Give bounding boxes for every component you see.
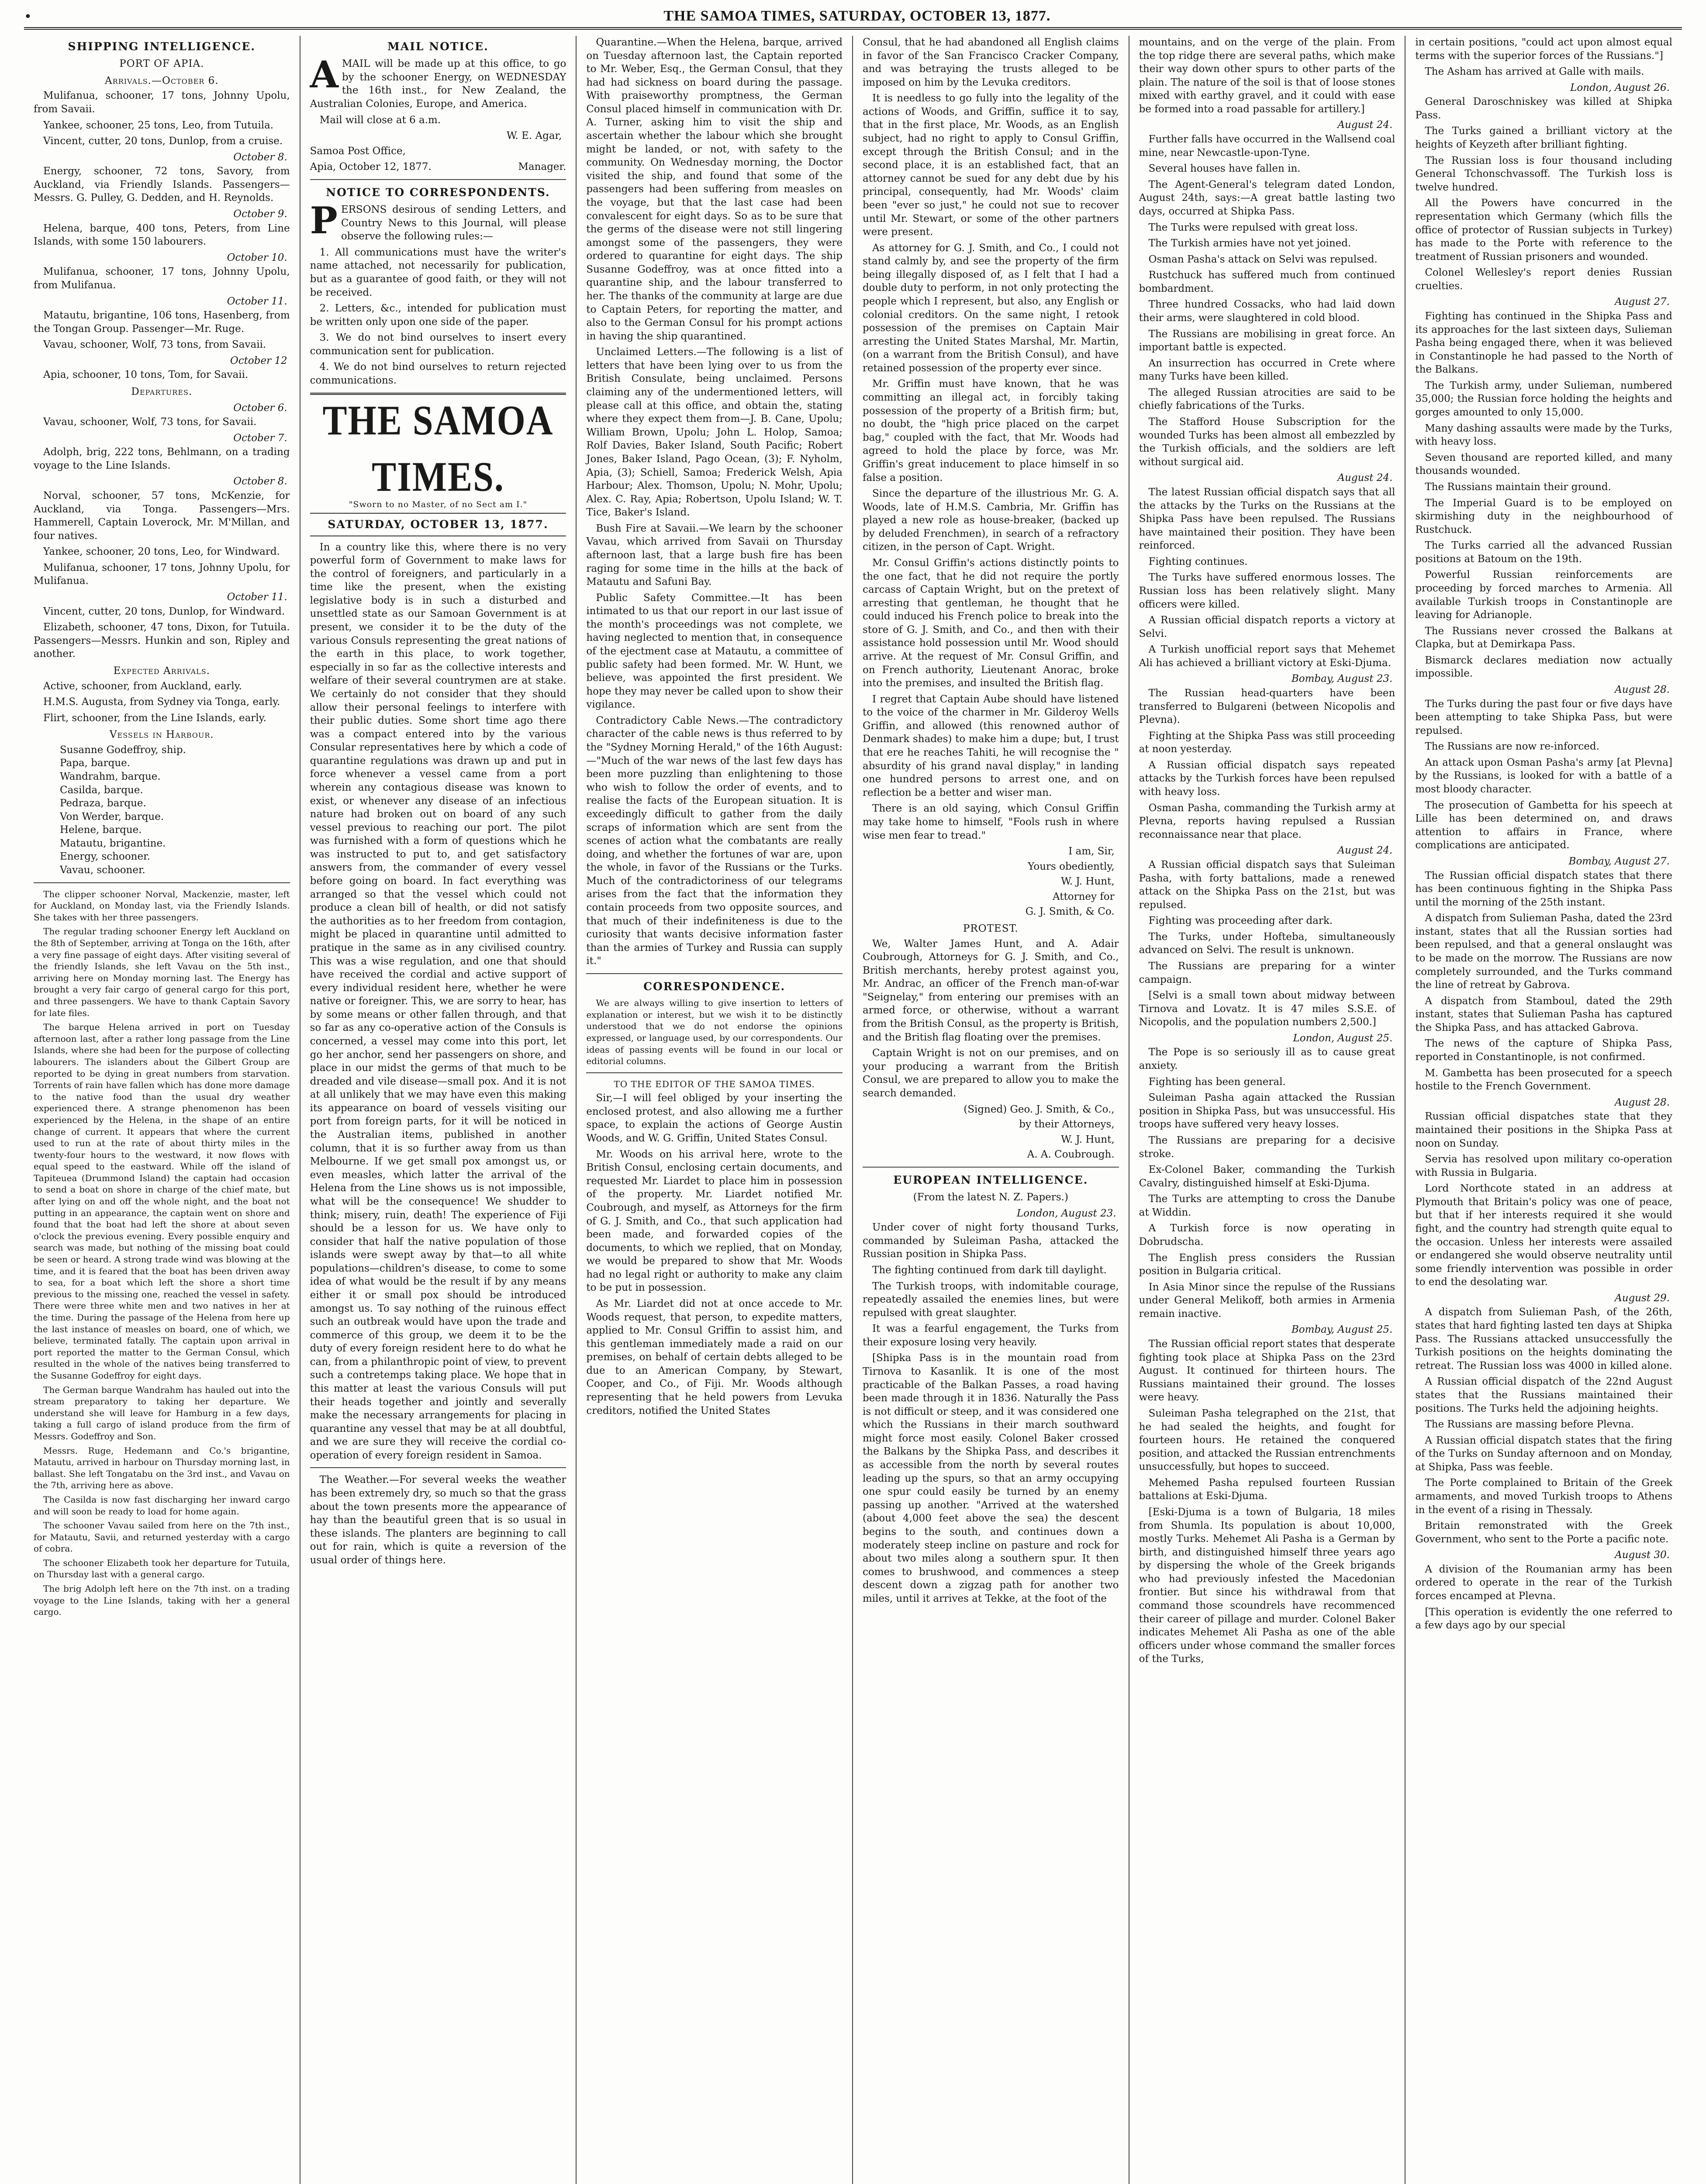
letter-paragraph: It is needless to go fully into the legality of the actions of Woods, and Griffin, suffice it to say, that in the first place, Mr. Woods, as an English subject, had no right to apply to Consul Griffin, except through the British Consul; and in the second place, it is an established fact, that an attorney cannot be sued for any debt due by his principal, consequently, had Mr. Woods' claim been "ever so just," he could not sue to recover until Mr. Stewart, or some of the other partners were present. [863,93,1119,238]
news-paragraph: A dispatch from Sulieman Pasha, dated the 23rd instant, states that all the Russian sorties had been repulsed, and that a general onslaught was to be made on the morrow. The Russians are now completely surrounded, and the Turks command the line of retreat by Gabrova. [1415,912,1672,991]
shipping-paragraph: Messrs. Ruge, Hedemann and Co.'s brigantine, Matautu, arrived in harbour on Thursday morning last, in ballast. She left Tongatabu on the 3rd inst., and Vavau on the 7th, arriving here as above. [34,1445,290,1491]
departure-entry: Norval, schooner, 57 tons, McKenzie, for Auckland, via Tonga. Passengers—Mrs. Hammerell, Captain Loverock, Mr. M'Millan, and four natives. [34,490,290,542]
news-paragraph: in certain positions, "could act upon almost equal terms with the superior forces of the Russians."] [1415,37,1672,62]
columns [24,36,1682,2184]
letter-closing: Yours obediently, [1028,860,1115,872]
mail-close: Mail will close at 6 a.m. [319,114,441,126]
departure-entry: Yankee, schooner, 20 tons, Leo, for Windward. [43,546,280,558]
expected-entry: Active, schooner, from Auckland, early. [43,680,242,692]
news-paragraph: The Turkish armies have not yet joined. [1148,238,1351,249]
mail-date: Apia, October 12, 1877. Manager. [310,161,566,173]
news-paragraph: A Russian official dispatch says repeated attacks by the Turkish forces have been repulsed with heavy loss. [1139,759,1395,798]
vessel-item: Casilda, barque. [60,784,143,796]
date-line: October 6. [233,402,287,414]
letter-paragraph: Mr. Consul Griffin's actions distinctly points to the one fact, that he did not require the portly carcass of Captain Wright, but on the pretext of arresting that gentleman, he thought that he could induced his French police to break into the store of G. J. Smith, and Co., and then with their assistance hold possession until Mr. Wood should arrive. At the request of Mr. Consul Griffin, and on French authority, Lieutenant Anorac, broke into the premises, and insulted the British flag. [863,557,1119,689]
vessel-item: Wandrahm, barque. [60,771,161,782]
quarantine-paragraph: Quarantine.—When the Helena, barque, arrived on Tuesday afternoon last, the Captain reported to Mr. Weber, Esq., the German Consul, that they had had sickness on board during the passage. With praiseworthy promptness, the German Consul placed himself in communication with Dr. A. Turner, asking him to visit the ship and ascertain whether the labour which she brought might be landed, or not, with safety to the community. On Wednesday morning, the Doctor visited the ship, and found that some of the passengers had been suffering from measles on the voyage, but that the last case had been convalescent for eight days. So as to be sure that the germs of the disease were not still lingering amongst some of the passengers, they were ordered to quarantine for eight days. The ship Susanne Godeffroy, was at once fitted into a quarantine ship, and the labour transferred to her. The thanks of the community at large are due to Captain Peters, for reporting the matter, and also to the German Consul for his prompt actions in having the ship quarantined. [586,37,843,342]
news-paragraph: The Turks, under Hofteba, simultaneously advanced on Selvi. The result is unknown. [1139,931,1395,956]
news-paragraph: A Turkish unofficial report says that Mehemet Ali has achieved a brilliant victory at Eski-Djuma. [1139,644,1395,669]
shipping-paragraph: The regular trading schooner Energy left Auckland on the 8th of September, arriving at Tonga on the 16th, after a very fine passage of eight days. After visiting several of the friendly Islands, she left Vavau on the 5th inst., arriving here on Monday morning last. The Energy has brought a very fair cargo of general cargo for this port, and three passengers. We have to thank Captain Savory for late files. [34,926,290,1018]
news-paragraph: Fighting continues. [1148,556,1248,567]
news-paragraph: [Shipka Pass is in the mountain road from Tirnova to Kasanlik. It is one of the most practicable of the Balkan Passes, a road having been made through it in 1836. Naturally the Pass is not difficult or steep, and it was considered one which the Russians in their march southward might force most easily. Colonel Baker crossed the Balkans by the Shipka Pass, and describes it as accessible from the north by several routes leading up the spurs, so that an army occupying one spur could easily be turned by an enemy passing up another. "Arrived at the watershed (about 4,000 feet above the sea) the descent begins to the south, and continues down a moderately steep incline on pasture and rock for about two miles along a southern spur. It then comes to brushwood, and commences a steep descent down a zigzag path for another two miles, until it arrives at Tekke, at the foot of the [863,1352,1119,1604]
departure-entry: Vincent, cutter, 20 tons, Dunlop, for Windward. [43,605,285,617]
date-line: August 24. [1337,845,1393,857]
news-paragraph: A Turkish force is now operating in Dobrudscha. [1139,1223,1395,1248]
news-paragraph: The Porte complained to Britain of the Greek armaments, and moved Turkish troops to Athens in the event of a rising in Thessaly. [1415,1477,1672,1516]
drop-cap: P [310,199,338,242]
letter-paragraph: Since the departure of the illustrious Mr. G. A. Woods, late of H.M.S. Cambria, Mr. Griffin has played a new role as house-breaker, (backed up by deluded Frenchmen), in search of a refractory citizen, in the person of Capt. Wright. [863,488,1119,553]
news-paragraph: Many dashing assaults were made by the Turks, with heavy loss. [1415,422,1672,448]
protest-paragraph: We, Walter James Hunt, and A. Adair Coubrough, Attorneys for G. J. Smith, and Co., British merchants, hereby protest against you, Mr. Andrac, an officer of the French man-of-war "Seignelay," from entering our premises with an armed force, or otherwise, without a warrant from the British Consul, as the property is British, and the British flag floating over the premises. [863,938,1119,1043]
news-paragraph: The Russians are now re-inforced. [1425,741,1599,753]
vessel-item: Von Werder, barque. [60,811,164,822]
departures-heading: Departures. [131,386,193,397]
date-line: October 8. [233,151,287,163]
news-paragraph: The Russians are mobilising in great force. An important battle is expected. [1139,328,1395,353]
arrival-entry: Helena, barque, 400 tons, Peters, from Line Islands, with some 150 labourers. [34,222,290,248]
editorial-paragraph: In a country like this, where there is no very powerful form of Government to make laws for the control of foreigners, and particularly in a time like the present, when the existing legislative body is in such a disturbed and unsettled state as our Samoan Government is at present, we consider it to be the duty of the various Consuls representing the great nations of the earth in this place, to work together, especially in so far as the collective interests and welfare of their several countrymen are at stake. We certainly do not consider that they should allow their personal feelings to interfere with their public duties. Some short time ago there was a compact entered into by the various Consular representatives here by which a code of quarantine regulations was drawn up and put in force whenever a vessel came from a port wherein any contagious disease was known to exist, or whenever any disease of an infectious nature had broken out on board of any such vessel previous to reaching our port. The pilot was furnished with a form of questions which he was instructed to put to, and get satisfactory answers from, the commander of every vessel before going on board. In fact everything was arranged so that the vessel which could not produce a clean bill of health, or did not satisfy the authorities as to her freedom from contagion, might be placed in quarantine until admitted to pratique in the same as in any civilised country. This was a wise regulation, and one that should have received the cordial and active support of every individual resident here, whether he were native or foreigner. This, we are sorry to hear, has by some means or other fallen through, and that so far as any co-operative action of the Consuls is concerned, a vessel may come into this port, let go her anchor, send her passengers on shore, and place in our midst the germs of that much to be dreaded and vile disease—small pox. And it is not at all unlikely that we may have even this making its appearance on board of vessels visiting our port from foreign parts, for it will be noticed in the Australian items, published in another column, that it is so further away from us than Melbourne. If we get small pox amongst us, or even measles, which latter the arrival of the Helena from the Line shows us is not impossible, what will be the consequence! We shudder to think; misery, ruin, death! The experience of Fiji should be a lesson for us. We have only to consider that half the native population of those islands were swept away by that—to all white populations—children's disease, to come to some idea of what would be the result if by any means either it or small pox should be introduced amongst us. To say nothing of the ruinous effect such an outbreak would have upon the trade and commerce of this group, we deem it to be the duty of every foreign resident here to do what he can, from a philanthropic point of view, to prevent such a contretemps taking place. We hope that in this matter at least the various Consuls will put their heads together and jointly and severally make the necessary arrangements for placing in quarantine any vessel that may be at all doubtful, and we are sure they will receive the cordial co-operation of every foreign resident in Samoa. [310,541,566,1461]
news-paragraph: The Russian head-quarters have been transferred to Bulgareni (between Nicopolis and Plevna). [1139,688,1395,726]
mail-office: Samoa Post Office, [310,145,406,157]
date-line: Bombay, August 23. [1291,673,1393,685]
correspondence-note: We are always willing to give insertion to letters of explanation or interest, but we wish it to be distinctly understood that we do not endorse the opinions expressed, or language used, by our correspondents. Our ideas of passing events will be found in our local or editorial columns. [586,998,843,1067]
bush-fire-paragraph: Bush Fire at Savaii.—We learn by the schooner Vavau, which arrived from Savaii on Thursday afternoon last, that a large bush fire has been raging for some time in the hills at the back of Matautu and Safuni Bay. [586,522,843,588]
shipping-paragraph: The schooner Elizabeth took her departure for Tutuila, on Thursday last with a general cargo. [34,1557,290,1580]
vessel-item: Susanne Godeffroy, ship. [60,744,186,756]
letter-signature: Attorney for [1053,891,1115,902]
notice-rule: 4. We do not bind ourselves to return rejected communications. [310,361,566,387]
date-line: October 12 [230,355,287,366]
news-paragraph: The news of the capture of Shipka Pass, reported in Constantinople, is not confirmed. [1415,1038,1672,1063]
news-paragraph: A dispatch from Sulieman Pash, of the 26th, states that hard fighting lasted ten days at Shipka Pass. The Russians attacked unsuccessfully the Turkish positions on the heights dominating the retreat. The Russian loss was 4000 in killed alone. [1415,1306,1672,1372]
divider [310,179,566,180]
news-paragraph: Fighting has been general. [1148,1076,1286,1088]
news-paragraph: A division of the Roumanian army has been ordered to operate in the rear of the Turkish forces encamped at Plevna. [1415,1563,1672,1602]
news-paragraph: Three hundred Cossacks, who had laid down their arms, were slaughtered in cold blood. [1139,299,1395,324]
departure-entry: Mulifanua, schooner, 17 tons, Johnny Upolu, for Mulifanua. [34,562,290,587]
port-heading: PORT OF APIA. [119,58,204,70]
date-line: Bombay, August 27. [1568,855,1670,867]
news-paragraph: Powerful Russian reinforcements are proceeding by forced marches to Armenia. All available Turkish troops in Constantinople are leaving for Adrianople. [1415,569,1672,621]
news-paragraph: [This operation is evidently the one referred to a few days ago by our special [1415,1606,1672,1631]
date-line: London, August 25. [1293,1032,1393,1044]
news-paragraph: All the Powers have concurred in the representation which Germany (which fills the office of protector of Russian subjects in Turkey) has made to the Porte with reference to the treatment of Russian prisoners and wounded. [1415,197,1672,263]
news-paragraph: Suleiman Pasha again attacked the Russian position in Shipka Pass, but was unsuccessful. His troops have suffered very heavy losses. [1139,1092,1395,1130]
correspondence-heading: CORRESPONDENCE. [643,980,786,993]
divider [34,882,290,883]
vessel-item: Energy, schooner. [60,851,150,863]
unclaimed-letters-paragraph: Unclaimed Letters.—The following is a list of letters that have been lying over to us from the British Consulate, being unclaimed. Persons claiming any of the undermentioned letters, will please call at this office, and obtain the, stating where they expect them from—J. B. Cane, Upolu; William Brown, Upolu; John L. Holop, Samoa; Rolf Davies, Baker Island, South Pacific; Robert Jones, Baker Island, Pago Ocean, (3); F. Nyholm, Apia, (3); Schiell, Samoa; Frederick Welsh, Apia Harbour; Alex. Thomson, Upolu; N. Mohr, Upolu; Alex. C. Ray, Apia; Robertson, Upolu Island; W. T. Tice, Baker's Island. [586,346,843,518]
arrival-entry: Apia, schooner, 10 tons, Tom, for Savaii. [43,369,249,381]
letter-paragraph: Consul, that he had abandoned all English claims in favor of the San Francisco Cracker Company, and was betraying the trusts alleged to be imposed on him by the Levuka creditors. [863,37,1119,88]
date-line: August 27. [1615,296,1670,308]
shipping-heading: SHIPPING INTELLIGENCE. [68,40,256,53]
news-paragraph: The Asham has arrived at Galle with mails. [1425,66,1644,78]
drop-cap: A [310,53,338,97]
column-2 [300,36,577,2184]
news-paragraph: Osman Pasha's attack on Selvi was repulsed. [1148,253,1378,265]
letter-signature: W. J. Hunt, [1061,876,1115,888]
date-line: London, August 26. [1570,82,1670,93]
column-6 [1406,36,1682,2184]
date-line: October 9. [233,208,287,220]
european-heading: EUROPEAN INTELLIGENCE. [893,1173,1088,1186]
date-line: August 30. [1615,1549,1670,1561]
public-safety-paragraph: Public Safety Committee.—It has been intimated to us that our report in our last issue of the month's proceedings was not complete, we having neglected to mention that, in consequence of the ejectment case at Matautu, a committee of public safety had been formed. Mr. W. Hunt, we believe, was appointed the first president. We hope they may never be called upon to show their vigilance. [586,592,843,711]
news-paragraph: A Russian official dispatch of the 22nd August states that the Russians maintained their positions. The Turks held the adjoining heights. [1415,1376,1672,1414]
news-paragraph: The English press considers the Russian position in Bulgaria critical. [1139,1252,1395,1277]
divider [863,1167,1119,1168]
news-paragraph: Fighting was proceeding after dark. [1148,915,1333,927]
vessel-item: Helene, barque. [60,824,142,836]
news-paragraph: Suleiman Pasha telegraphed on the 21st, that he had sealed the heights, and fought for fourteen hours. He retained the conquered position, and attacked the Russian entrenchments unsuccessfully, but hopes to succeed. [1139,1407,1395,1473]
news-paragraph: The Turkish troops, with indomitable courage, repeatedly assailed the enemies lines, but were repulsed with great slaughter. [863,1280,1119,1319]
news-paragraph: The Russian official dispatch states that there has been continuous fighting in the Shipka Pass until the morning of the 25th instant. [1415,870,1672,908]
protest-paragraph: Captain Wright is not on our premises, and on your producing a warrant from the British Consul, we are prepared to allow you to make the search demanded. [863,1047,1119,1099]
news-paragraph: The Turks during the past four or five days have been attempting to take Shipka Pass, but were repulsed. [1415,698,1672,736]
newspaper-masthead: THE SAMOA TIMES. [322,397,554,500]
news-paragraph: Britain remonstrated with the Greek Government, who sent to the Porte a pacific note. [1415,1520,1672,1545]
news-paragraph: In Asia Minor since the repulse of the Russians under General Melikoff, both armies in Armenia remain inactive. [1139,1281,1395,1320]
news-paragraph: A Russian official dispatch states that the firing of the Turks on Sunday afternoon and on Monday, at Shipka, Pass was feeble. [1415,1434,1672,1473]
protest-heading: PROTEST. [963,923,1019,934]
arrival-entry: Energy, schooner, 72 tons, Savory, from Auckland, via Friendly Islands. Passengers—Messrs. G. Pulley, G. Dedden, and H. Reynolds. [34,166,290,204]
expected-entry: Flirt, schooner, from the Line Islands, early. [43,712,266,724]
news-paragraph: The Russian loss is four thousand including General Tchonschvassoff. The Turkish loss is twelve hundred. [1415,155,1672,193]
expected-heading: Expected Arrivals. [113,665,210,677]
notice-rule: 3. We do not bind ourselves to insert every communication sent for publication. [310,332,566,357]
news-paragraph: Fighting has continued in the Shipka Pass and its approaches for the last sixteen days, Sulieman Pasha being engaged there, when it was believed in Constantinople he had passed to the North of the Balkans. [1415,310,1672,376]
news-paragraph: The fighting continued from dark till daylight. [872,1264,1107,1276]
news-paragraph: It was a fearful engagement, the Turks from their exposure losing very heavily. [863,1323,1119,1348]
shipping-paragraph: The schooner Vavau sailed from here on the 7th inst., for Matautu, Savii, and returned yesterday with a cargo of cobra. [34,1520,290,1554]
news-paragraph: mountains, and on the verge of the plain. From the top ridge there are several paths, which make their way down other spurs to other parts of the plain. The nature of the soil is that of loose stones mixed with earthy gravel, and it could with ease be formed into a road passable for artillery.] [1139,37,1395,115]
letter-paragraph: Mr. Griffin must have known, that he was committing an illegal act, in forcibly taking possession of the property of a British firm; but, no doubt, the "high price placed on the carpet bag," coupled with the fact, that Mr. Woods had agreed to hold the place by force, was Mr. Griffin's great inducement to place himself in so false a position. [863,378,1119,484]
news-paragraph: Russian official dispatches state that they maintained their positions in the Shipka Pass at noon on Sunday. [1415,1111,1672,1149]
news-paragraph: The alleged Russian atrocities are said to be chiefly fabrications of the Turks. [1139,387,1395,412]
arrivals-heading: Arrivals.—October 6. [105,75,219,86]
news-paragraph: The Russians maintain their ground. [1425,481,1611,493]
news-paragraph: Servia has resolved upon military co-operation with Russia in Bulgaria. [1415,1154,1672,1178]
arrival-entry: Vavau, schooner, Wolf, 73 tons, from Savaii. [43,339,266,351]
news-paragraph: The Imperial Guard is to be employed on skirmishing duty in the neighbourhood of Rustchuck. [1415,497,1672,536]
protest-signature: A. A. Coubrough. [1027,1149,1115,1161]
news-paragraph: General Daroschniskey was killed at Shipka Pass. [1415,96,1672,121]
news-paragraph: M. Gambetta has been prosecuted for a speech hostile to the French Government. [1415,1067,1672,1092]
divider [310,1467,566,1468]
notice-body: PERSONS desirous of sending Letters, and Country News to this Journal, will please observe the following rules:— [310,199,566,242]
news-paragraph: Rustchuck has suffered much from continued bombardment. [1139,270,1395,294]
departure-entry: Elizabeth, schooner, 47 tons, Dixon, for Tutuila. Passengers—Messrs. Hunkin and son, Ripley and another. [34,622,290,660]
header-title: THE SAMOA TIMES, SATURDAY, OCTOBER 13, 1877. [663,8,1051,24]
news-paragraph: Ex-Colonel Baker, commanding the Turkish Cavalry, distinguished himself at Eski-Djuma. [1139,1164,1395,1189]
arrival-entry: Matautu, brigantine, 106 tons, Hasenberg, from the Tongan Group. Passenger—Mr. Ruge. [34,310,290,335]
news-paragraph: The Russians are massing before Plevna. [1425,1419,1634,1431]
notice-rule: 2. Letters, &c., intended for publication must be written only upon one side of the paper. [310,303,566,328]
date-line: Bombay, August 25. [1291,1324,1393,1336]
news-paragraph: [Selvi is a small town about midway between Tirnova and Lovatz. It is 47 miles S.S.E. of Nicopolis, and the population numbers 2,500.] [1139,990,1395,1028]
date-line: August 24. [1337,472,1393,484]
news-paragraph: An insurrection has occurred in Crete where many Turks have been killed. [1139,357,1395,383]
mail-notice-heading: MAIL NOTICE. [387,40,489,53]
column-3 [577,36,853,2184]
letter-paragraph: As Mr. Liardet did not at once accede to Mr. Woods request, that person, to expedite matters, applied to Mr. Consul Griffin to assist him, and this gentleman immediately made a raid on our premises, on behalf of certain debts alleged to be due to an American Company, by Stewart, Cooper, and Co., of Fiji. Mr. Woods although representing that he held powers from Levuka creditors, notified the United States [586,1298,843,1417]
news-paragraph: The Stafford House Subscription for the wounded Turks has been almost all embezzled by the Turkish officials, and the soldiers are left without surgical aid. [1139,416,1395,468]
letter-paragraph: As attorney for G. J. Smith, and Co., I could not stand calmly by, and see the property of the firm being illegally disposed of, as I felt that I had a double duty to perform, in not only protecting the people which I represent, but also, any English or colonial creditors. On the same night, I retook possession of the premises on Captain Mair arresting the United States Marshal, Mr. Martin, (on a warrant from the British Consul), and have retained possession of the property ever since. [863,242,1119,374]
vessel-item: Papa, barque. [60,757,131,769]
news-paragraph: [Eski-Djuma is a town of Bulgaria, 18 miles from Shumla. Its population is about 10,000, mostly Turks. Mehemet Ali Pasha is a German by birth, and distinguished himself three years ago by dispersing the whole of the Greek brigands who had previously infested the Macedonian frontier. But since his withdrawal from that command those scoundrels have recommenced their career of pillage and murder. Colonel Baker indicates Mehemet Ali Pasha as one of the able officers under whose command the smaller forces of the Turks, [1139,1506,1395,1665]
news-paragraph: Seven thousand are reported killed, and many thousands wounded. [1415,452,1672,477]
news-paragraph: The Turks gained a brilliant victory at the heights of Keyzeth after brilliant fighting. [1415,125,1672,151]
news-paragraph: Lord Northcote stated in an address at Plymouth that Britain's policy was one of peace, but that if her interests required it she would fight, and the country had strength quite equal to the occasion. Unless her interests were assailed or endangered she would observe neutrality until some friendly intervention was possible in order to end the desolating war. [1415,1183,1672,1288]
harbour-heading: Vessels in Harbour. [109,729,214,741]
news-paragraph: Under cover of night forty thousand Turks, commanded by Suleiman Pasha, attacked the Russian position in Shipka Pass. [863,1222,1119,1260]
news-paragraph: Further falls have occurred in the Wallsend coal mine, near Newcastle-upon-Tyne. [1139,134,1395,159]
news-paragraph: The Turkish army, under Sulieman, numbered 35,000; the Russian force holding the heights and gorges amounted to only 15,000. [1415,380,1672,418]
shipping-paragraph: The clipper schooner Norval, Mackenzie, master, left for Auckland, on Monday last, via the Friendly Islands. She takes with her three passengers. [34,888,290,923]
header-mark: • [24,9,32,24]
page-header [24,0,1682,30]
date-line: August 29. [1615,1292,1670,1304]
date-line: August 28. [1615,1096,1670,1108]
european-source: (From the latest N. Z. Papers.) [913,1192,1068,1203]
news-paragraph: The Turks were repulsed with great loss. [1148,221,1358,233]
divider [586,973,843,974]
news-paragraph: The latest Russian official dispatch says that all the attacks by the Turks on the Russians at the Shipka Pass have been repulsed. The Russians have maintained their position. They have been reinforced. [1139,486,1395,552]
news-paragraph: Bismarck declares mediation now actually impossible. [1415,654,1672,680]
vessel-item: Pedraza, barque. [60,798,146,809]
vessel-item: Vavau, schooner. [60,864,145,876]
shipping-paragraph: The barque Helena arrived in port on Tuesday afternoon last, after a rather long passage from the Line Islands, where she had been for the purpose of collecting labourers. The islanders about the Gilbert Group are reported to be dying in great numbers from starvation. Torrents of rain have fallen which has done more damage to the native food than the usual dry weather experienced there. A strange phenomenon has been experienced by the Helena, in the shape of an entire change of current. It appears that where the current used to run at the rate of about thirty miles in the twenty-four hours to the westward, it now flows with equal speed to the eastward. While off the island of Tapiteuea (Drummond Island) the captain had occasion to send a boat on shore in charge of the chief mate, but after lying on and off the whole night, and the boat not putting in an appearance, the captain went on shore and found that the boat had left the shore at about seven o'clock the previous evening. Every possible enquiry and search was made, but nothing of the missing boat could be seen or heard. A strong trade wind was blowing at the time, and it is feared that the boat has been driven away to sea, for a boat which left the shore a short time previous to the missing one, reached the vessel in safety. There were three white men and two natives in her at the time. During the passage of the Helena from here up the last instance of measles on board, one of which, we believe, terminated fatally. The captain upon arrival in port reported the matter to the German Consul, which resulted in the whole of the natives being transferred to the Susanne Godeffroy for eight days. [34,1022,290,1381]
news-paragraph: The Pope is so seriously ill as to cause great anxiety. [1139,1047,1395,1072]
letter-paragraph: There is an old saying, which Consul Griffin may take home to himself, "Fools rush in where wise men fear to tread." [863,803,1119,841]
news-paragraph: The Russians are preparing for a decisive stroke. [1139,1134,1395,1160]
date-line: October 10. [227,252,287,263]
news-paragraph: The Russians never crossed the Balkans at Clapka, but at Demirkapa Pass. [1415,625,1672,650]
news-paragraph: The prosecution of Gambetta for his speech at Lille has been determined on, and draws attention to affairs in France, where complications are anticipated. [1415,799,1672,851]
date-line: October 8. [233,476,287,487]
date-line: October 11. [227,591,287,603]
news-paragraph: The Russians are preparing for a winter campaign. [1139,961,1395,985]
column-4 [853,36,1129,2184]
shipping-paragraph: The Casilda is now fast discharging her inward cargo and will soon be ready to load for home again. [34,1494,290,1517]
vessel-item: Matautu, brigantine. [60,837,166,849]
letter-paragraph: I regret that Captain Aube should have listened to the voice of the charmer in Mr. Gilderoy Wells Griffin, and allowed (this renowned author of Denmark shades) to make him a dupe; but, I trust that ere he reaches Tahiti, he will recognise the " absurdity of his grand naval display," in landing one hundred persons to arrest one, and on reflection be a better and wiser man. [863,693,1119,798]
news-paragraph: Mehemed Pasha repulsed fourteen Russian battalions at Eski-Djuma. [1139,1477,1395,1502]
arrival-entry: Vincent, cutter, 20 tons, Dunlop, from a cruise. [43,135,283,147]
mail-signature: W. E. Agar, [506,130,562,142]
news-paragraph: A dispatch from Stamboul, dated the 29th instant, states that Sulieman Pasha has captured the Shipka Pass, and has attacked Gabrova. [1415,995,1672,1033]
protest-signature: by their Attorneys, [1019,1119,1115,1130]
vessel-list [60,743,290,877]
protest-signature: (Signed) Geo. J. Smith, & Co., [964,1103,1115,1115]
date-line: August 24. [1337,119,1393,131]
divider [586,1072,843,1073]
news-paragraph: The Russian official report states that desperate fighting took place at Shipka Pass on the 23rd August. It continued for thirteen hours. The Russians maintained their ground. The losses were heavy. [1139,1338,1395,1403]
to-editor-heading: TO THE EDITOR OF THE SAMOA TIMES. [614,1078,815,1089]
news-paragraph: An attack upon Osman Pasha's army [at Plevna] by the Russians, is looked for with a battle of a most bloody character. [1415,757,1672,795]
letter-paragraph: Sir,—I will feel obliged by your inserting the enclosed protest, and also allowing me a further space, to explain the actions of George Austin Woods, and W. G. Griffin, United States Consul. [586,1092,843,1144]
arrival-entry: Mulifanua, schooner, 17 tons, Johnny Upolu, from Savaii. [34,90,290,115]
issue-date: SATURDAY, OCTOBER 13, 1877. [310,513,566,536]
expected-entry: H.M.S. Augusta, from Sydney via Tonga, early. [43,696,280,708]
motto: "Sworn to no Master, of no Sect am I." [349,500,528,510]
notice-rule: 1. All communications must have the writer's name attached, not necessarily for publication, but as a guarantee of good faith, or they will not be received. [310,246,566,298]
column-1 [24,36,300,2184]
news-paragraph: A Russian official dispatch reports a victory at Selvi. [1139,615,1395,639]
news-paragraph: A Russian official dispatch says that Suleiman Pasha, with forty battalions, made a renewed attack on the Shipka Pass on the 21st, but was repulsed. [1139,859,1395,911]
protest-signature: W. J. Hunt, [1061,1133,1115,1145]
mail-notice-body: AMAIL will be made up at this office, to go by the schooner Energy, on WEDNESDAY the 16th inst., for New Zealand, the Australian Colonies, Europe, and America. [310,53,566,110]
news-paragraph: Osman Pasha, commanding the Turkish army at Plevna, reports having repulsed a Russian reconnaissance near that place. [1139,802,1395,840]
date-line: October 11. [227,295,287,307]
news-paragraph: The Turks carried all the advanced Russian positions at Batoum on the 19th. [1415,540,1672,565]
date-line: October 7. [233,432,287,444]
notice-heading: NOTICE TO CORRESPONDENTS. [326,186,550,199]
departure-entry: Vavau, schooner, Wolf, 73 tons, for Savaii. [43,416,257,428]
news-paragraph: The Turks are attempting to cross the Danube at Widdin. [1139,1193,1395,1218]
weather-paragraph: The Weather.—For several weeks the weather has been extremely dry, so much so that the grass about the town presents more the appearance of hay than the beautiful green that is so usual in these islands. The planters are beginning to call out for rain, which is quite a reversion of the usual order of things here. [310,1474,566,1566]
column-5 [1129,36,1406,2184]
date-line: August 28. [1615,684,1670,696]
news-paragraph: The Agent-General's telegram dated London, August 24th, says:—A great battle lasting two days, occurred at Shipka Pass. [1139,179,1395,217]
shipping-paragraph: The brig Adolph left here on the 7th inst. on a trading voyage to the Line Islands, taking with her a general cargo. [34,1583,290,1617]
letter-signature: G. J. Smith, & Co. [1025,906,1115,918]
departure-entry: Adolph, brig, 222 tons, Behlmann, on a trading voyage to the Line Islands. [34,446,290,471]
letter-closing: I am, Sir, [1068,846,1115,857]
letter-paragraph: Mr. Woods on his arrival here, wrote to the British Consul, enclosing certain documents, and requested Mr. Liardet to place him in possession of the property. Mr. Liardet notified Mr. Coubrough, and myself, as Attorneys for the firm of G. J. Smith, and Co., that such application had been made, and forwarded copies of the documents, to which we replied, that on Monday, we would be prepared to show that Mr. Woods had no legal right or authority to make any claim to be put in possession. [586,1148,843,1294]
date-line: London, August 23. [1016,1207,1116,1219]
arrival-entry: Mulifanua, schooner, 17 tons, Johnny Upolu, from Mulifanua. [34,266,290,291]
cable-news-paragraph: Contradictory Cable News.—The contradictory character of the cable news is thus referred to by the "Sydney Morning Herald," of the 16th August:—"Much of the war news of the last few days has been more puzzling than enlightening to those who wish to follow the order of events, and to realise the facts of the European situation. It is exceedingly difficult to gather from the daily scraps of information which are sent from the scenes of action what the combatants are really doing, and whether the fortunes of war are, upon the whole, in favor of the Russians or the Turks. Much of the contradictoriness of our telegrams arises from the fact that the information they contain proceeds from two opposite sources, and that much of their indefiniteness is due to the curiosity that wants decisive information faster than the armies of Turkey and Russia can supply it." [586,715,843,967]
news-paragraph: Several houses have fallen in. [1148,163,1301,175]
shipping-paragraph: The German barque Wandrahm has hauled out into the stream preparatory to taking her departure. We understand she will leave for Hamburg in a few days, taking a full cargo of island produce from the firm of Messrs. Godeffroy and Son. [34,1384,290,1441]
news-paragraph: Colonel Wellesley's report denies Russian cruelties. [1415,267,1672,292]
arrival-entry: Yankee, schooner, 25 tons, Leo, from Tutuila. [43,119,274,131]
news-paragraph: Fighting at the Shipka Pass was still proceeding at noon yesterday. [1139,730,1395,755]
news-paragraph: The Turks have suffered enormous losses. The Russian loss has been relatively slight. Many officers were killed. [1139,572,1395,610]
